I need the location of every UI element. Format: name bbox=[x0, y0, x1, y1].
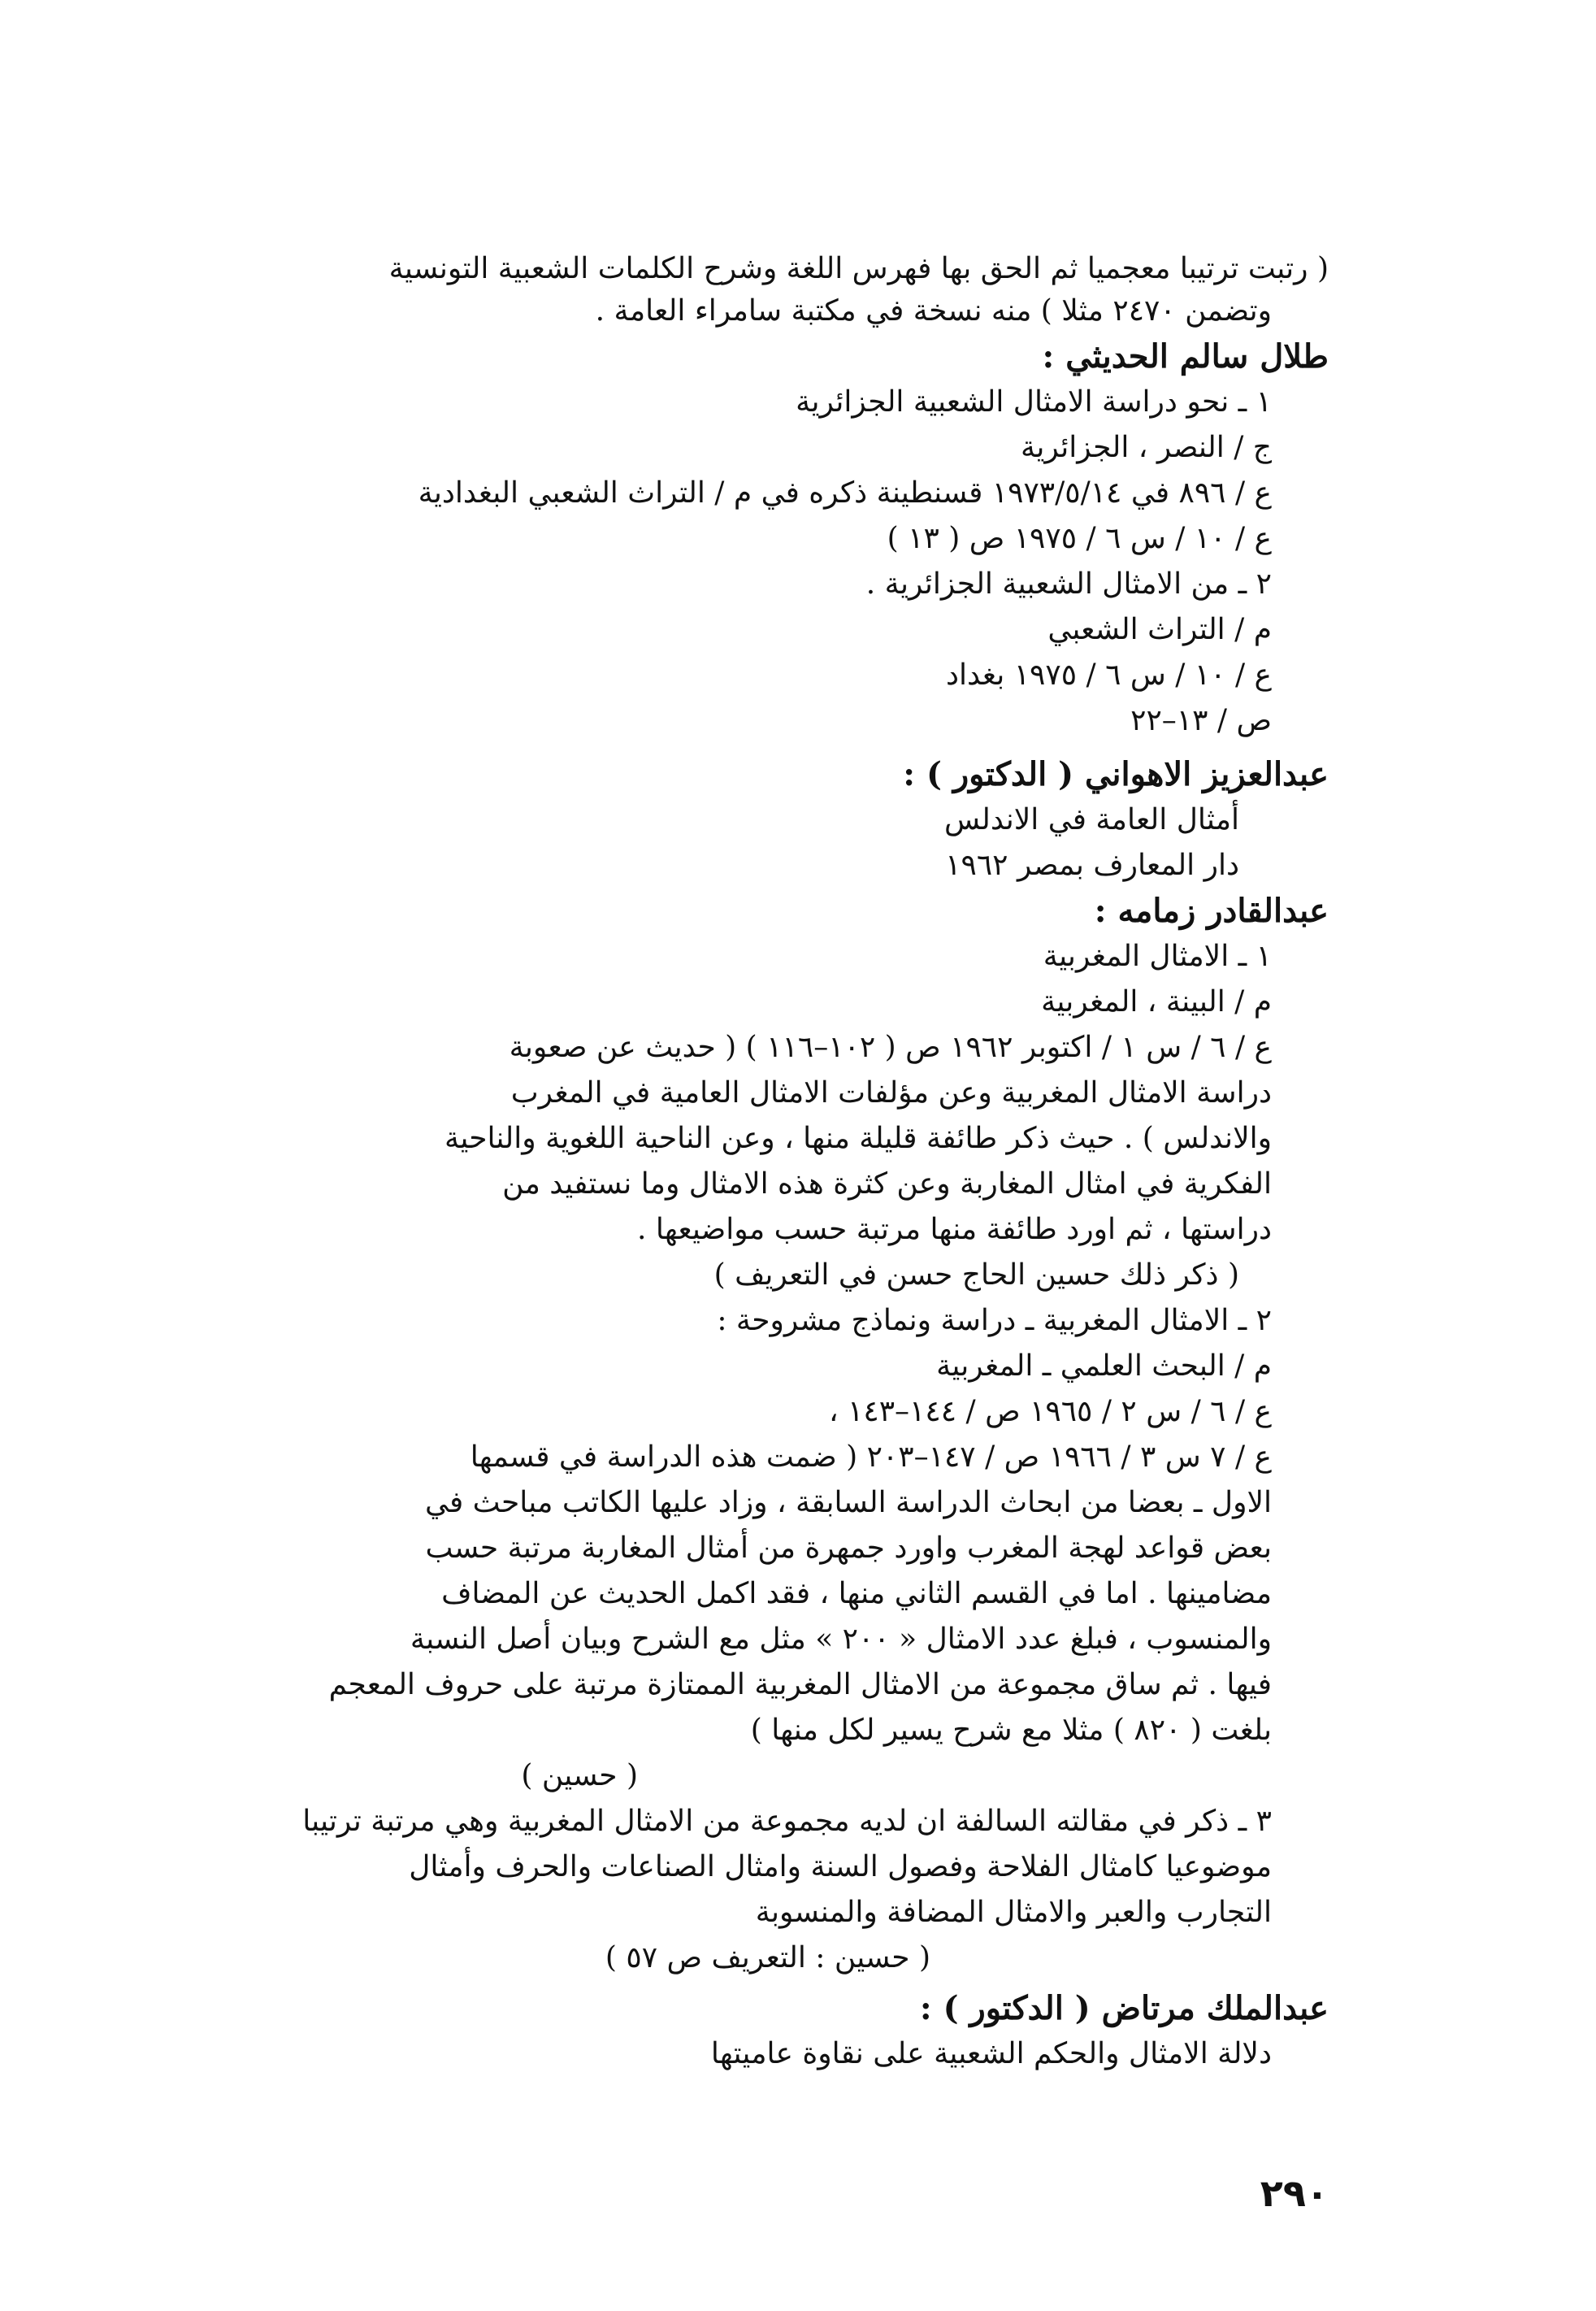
document-page bbox=[244, 248, 1329, 2215]
text-line: دلالة الامثال والحكم الشعبية على نقاوة عاميتها bbox=[710, 2037, 1272, 2070]
text-line: التجارب والعبر والامثال المضافة والمنسوبة bbox=[755, 1896, 1272, 1929]
text-line: ٣ ـ ذكر في مقالته السالفة ان لديه مجموعة من الامثال المغربية وهي مرتبة ترتيبا bbox=[302, 1805, 1272, 1838]
text-line: م / البحث العلمي ـ المغربية bbox=[936, 1349, 1272, 1383]
text-line: فيها . ثم ساق مجموعة من الامثال المغربية الممتازة مرتبة على حروف المعجم bbox=[328, 1668, 1272, 1701]
author-heading: عبدالقادر زمامه : bbox=[1094, 892, 1329, 930]
text-line: الاول ـ بعضا من ابحاث الدراسة السابقة ، وزاد عليها الكاتب مباحث في bbox=[425, 1486, 1272, 1519]
text-line: ص / ١٣–٢٢ bbox=[1130, 704, 1272, 737]
text-line: والمنسوب ، فبلغ عدد الامثال « ٢٠٠ » مثل مع الشرح وبيان أصل النسبة bbox=[410, 1622, 1272, 1656]
text-line: ١ ـ الامثال المغربية bbox=[1043, 940, 1272, 973]
text-line: مضامينها . اما في القسم الثاني منها ، فقد اكمل الحديث عن المضاف bbox=[441, 1577, 1272, 1610]
text-line: والاندلس ) . حيث ذكر طائفة قليلة منها ، وعن الناحية اللغوية والناحية bbox=[445, 1122, 1272, 1155]
text-line: أمثال العامة في الاندلس bbox=[943, 803, 1239, 836]
text-line: ع / ٦ / س ٢ / ١٩٦٥ ص / ١٤٤–١٤٣ ، bbox=[828, 1395, 1272, 1428]
text-line: ١ ـ نحو دراسة الامثال الشعبية الجزائرية bbox=[796, 385, 1272, 419]
text-line: ( حسين ) bbox=[521, 1759, 638, 1792]
text-line: ع / ١٠ / س ٦ / ١٩٧٥ بغداد bbox=[945, 658, 1272, 692]
text-line: ع / ٧ س ٣ / ١٩٦٦ ص / ١٤٧–٢٠٣ ( ضمت هذه الدراسة في قسمها bbox=[470, 1440, 1272, 1474]
text-line: الفكرية في امثال المغاربة وعن كثرة هذه الامثال وما نستفيد من bbox=[502, 1167, 1272, 1201]
text-line: دراسة الامثال المغربية وعن مؤلفات الامثال العامية في المغرب bbox=[510, 1076, 1272, 1110]
text-line: وتضمن ٢٤٧٠ مثلا ) منه نسخة في مكتبة سامراء العامة . bbox=[595, 294, 1272, 328]
text-line: ٢ ـ الامثال المغربية ـ دراسة ونماذج مشروحة : bbox=[717, 1304, 1272, 1337]
text-line: دار المعارف بمصر ١٩٦٢ bbox=[945, 849, 1239, 882]
page-number: ٢٩٠ bbox=[1260, 2171, 1329, 2215]
text-line: ع / ٦ / س ١ / اكتوبر ١٩٦٢ ص ( ١٠٢–١١٦ ) ( حديث عن صعوبة bbox=[509, 1031, 1272, 1064]
text-line: بلغت ( ٨٢٠ ) مثلا مع شرح يسير لكل منها ) bbox=[750, 1714, 1272, 1747]
text-line: م / التراث الشعبي bbox=[1047, 613, 1272, 646]
author-heading: طلال سالم الحديثي : bbox=[1042, 337, 1329, 376]
text-line: م / البينة ، المغربية bbox=[1041, 985, 1272, 1019]
text-line: ( ذكر ذلك حسين الحاج حسن في التعريف ) bbox=[713, 1258, 1239, 1292]
text-line: ( حسين : التعريف ص ٥٧ ) bbox=[605, 1941, 930, 1974]
text-line: ع / ١٠ / س ٦ / ١٩٧٥ ص ( ١٣ ) bbox=[887, 522, 1272, 555]
text-line: موضوعيا كامثال الفلاحة وفصول السنة وامثال الصناعات والحرف وأمثال bbox=[409, 1850, 1272, 1883]
text-line: ٢ ـ من الامثال الشعبية الجزائرية . bbox=[865, 567, 1272, 601]
text-line: دراستها ، ثم اورد طائفة منها مرتبة حسب مواضيعها . bbox=[637, 1213, 1272, 1246]
author-heading: عبدالملك مرتاض ( الدكتور ) : bbox=[919, 1989, 1329, 2027]
author-heading: عبدالعزيز الاهواني ( الدكتور ) : bbox=[903, 755, 1329, 793]
text-line: ج / النصر ، الجزائرية bbox=[1021, 431, 1272, 464]
text-line: ع / ٨٩٦ في ١٩٧٣/٥/١٤ قسنطينة ذكره في م / التراث الشعبي البغدادية bbox=[418, 476, 1272, 510]
text-line: بعض قواعد لهجة المغرب واورد جمهرة من أمثال المغاربة مرتبة حسب bbox=[425, 1531, 1272, 1565]
text-line: ( رتبت ترتيبا معجميا ثم الحق بها فهرس اللغة وشرح الكلمات الشعبية التونسية bbox=[388, 252, 1329, 285]
